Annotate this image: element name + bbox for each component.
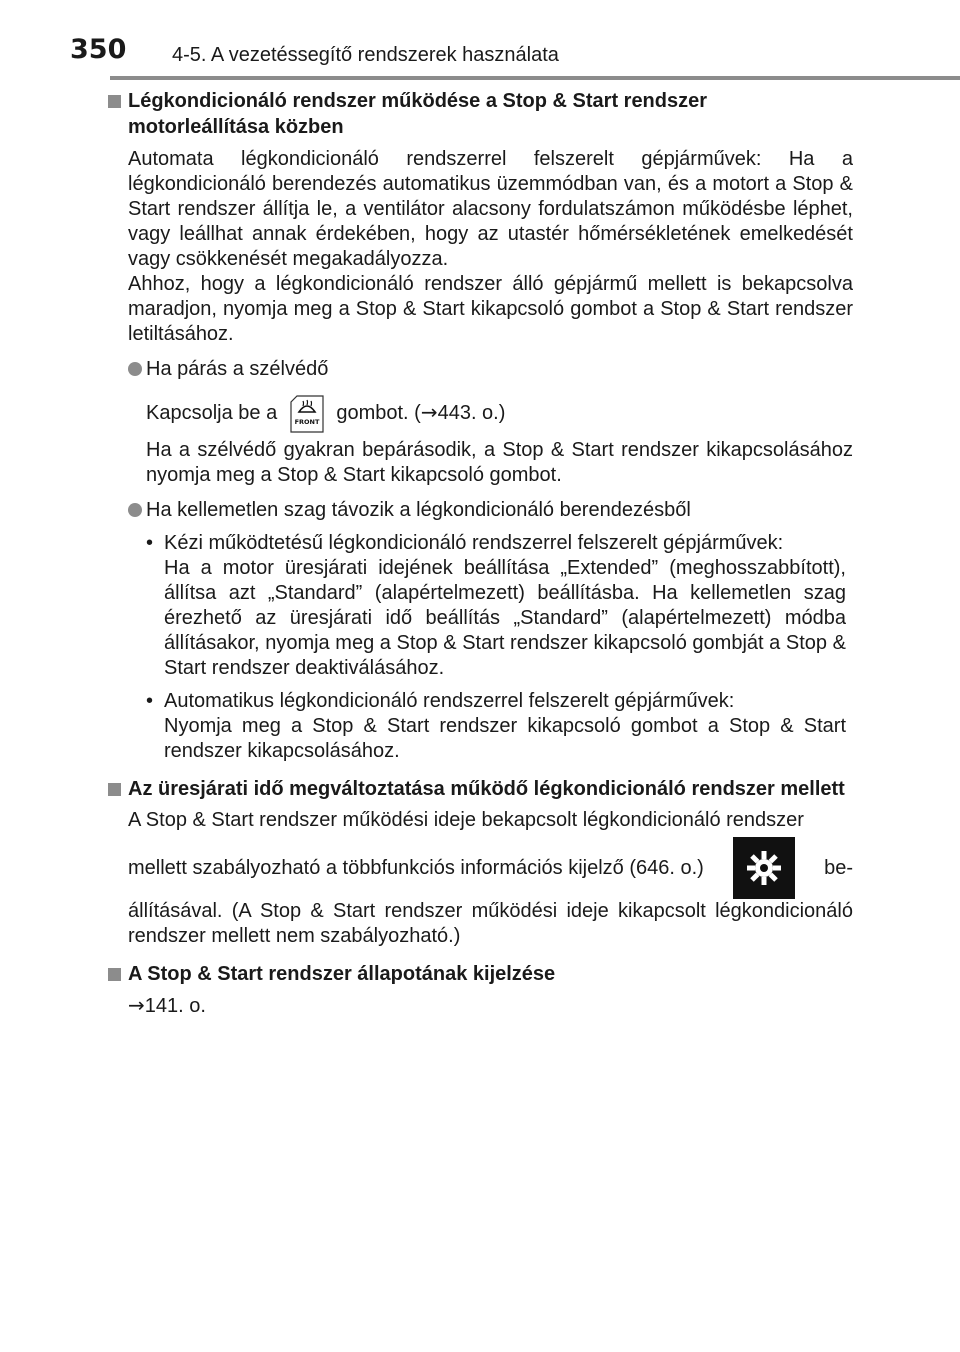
paragraph-frequent-fogging: Ha a szélvédő gyakran bepárásodik, a Stop & Start rendszer kikapcsolásához nyomja meg a Stop & Start kikapcsoló gombot.: [146, 438, 853, 486]
settings-gear-icon: [733, 837, 795, 899]
bullet-char: •: [146, 689, 154, 712]
section-marker-icon: [108, 783, 121, 796]
reference-arrow: →: [420, 400, 438, 424]
section-heading-text: Légkondicionáló rendszer működése a Stop & Start rendszer motorleállítása közben: [128, 90, 708, 138]
bullet-text: Ha a motor üresjárati idejének beállítása „Extended” (meghosszabbított), állítsa azt „Standard” (alapértelmezett) beállításba. Ha kellemetlen szag érezhető az üresjárati idő beállítás „Standard” (alapértelmezett) módba állításakor, nyomja meg a Stop & Start rendszer kikapcsoló gombját a Stop & Start rendszer deaktiválásához.: [164, 556, 846, 679]
reference-arrow: →: [128, 992, 145, 1017]
paragraph-auto-ac: Automata légkondicionáló rendszerrel felszerelt gépjárművek: Ha a légkondicionáló berendezés automatikus üzemmódban van, és a motort a Stop & Start rendszer állítja le, a ventilátor alacsony fordulatszámon működésbe léphet, vagy leállhat annak érdekében, hogy az utastér hőmérsékletének emelkedését vagy csökkenését megakadályozza.: [128, 148, 853, 270]
section-heading-idle-time: [128, 776, 853, 802]
paragraph-keep-ac-on: Ahhoz, hogy a légkondicionáló rendszer álló gépjármű mellett is bekapcsolva maradjon, nyomja meg a Stop & Start kikapcsoló gombot a Stop & Start rendszer letiltásához.: [128, 273, 853, 345]
list-item-title: Ha párás a szélvédő: [146, 358, 329, 380]
idle-time-text-before: mellett szabályozható a többfunkciós információs kijelző (646. o.): [128, 856, 704, 879]
bullet-char: •: [146, 531, 154, 554]
section-marker-icon: [108, 95, 121, 108]
idle-time-line1: A Stop & Start rendszer működési ideje bekapcsolt légkondicionáló rendszer: [128, 808, 804, 831]
idle-time-line2: [128, 837, 853, 899]
instruction-text-after: gombot. (: [336, 402, 421, 424]
bullet-text: Nyomja meg a Stop & Start rendszer kikapcsoló gombot a Stop & Start rendszer kikapcsolásához.: [164, 714, 846, 762]
idle-time-paragraph-rest: állításával. (A Stop & Start rendszer működési ideje kikapcsolt légkondicionáló rendszer mellett nem szabályozható.): [128, 899, 853, 947]
front-icon-label: FRONT: [294, 417, 320, 426]
bullet-dot-icon: [128, 503, 142, 517]
section-heading-text: Az üresjárati idő megváltoztatása működő légkondicionáló rendszer mellett: [128, 777, 845, 800]
list-item-unpleasant-odor: [146, 498, 853, 523]
page-reference-141[interactable]: 141. o.: [144, 994, 206, 1017]
front-defroster-icon: [289, 394, 325, 434]
list-item-title: Ha kellemetlen szag távozik a légkondicionáló berendezésből: [146, 498, 691, 521]
section-heading-text: A Stop & Start rendszer állapotának kijelzése: [128, 962, 556, 985]
section-marker-icon: [108, 968, 121, 981]
bullet-title: Automatikus légkondicionáló rendszerrel felszerelt gépjárművek:: [164, 689, 735, 712]
section-heading-ac-during-stop: [128, 88, 853, 140]
page-reference-443[interactable]: 443. o.): [437, 402, 506, 424]
idle-time-text-after: be-: [824, 856, 853, 879]
section-heading-status-display: [128, 961, 853, 987]
bullet-dot-icon: [128, 362, 142, 376]
instruction-text-before: Kapcsolja be a: [146, 402, 278, 424]
page-content: [0, 88, 960, 1019]
header-divider: [110, 76, 960, 80]
page-number: 350: [70, 34, 127, 65]
bullet-automatic-ac: [146, 689, 846, 764]
chapter-title: 4-5. A vezetéssegítő rendszerek használata: [172, 44, 559, 66]
status-reference: [128, 993, 853, 1019]
bullet-manual-ac: [146, 531, 846, 681]
defroster-instruction: [146, 392, 853, 434]
bullet-title: Kézi működtetésű légkondicionáló rendszerrel felszerelt gépjárművek:: [164, 531, 784, 554]
page-header: [0, 0, 960, 80]
list-item-fogged-windshield: [146, 357, 853, 382]
